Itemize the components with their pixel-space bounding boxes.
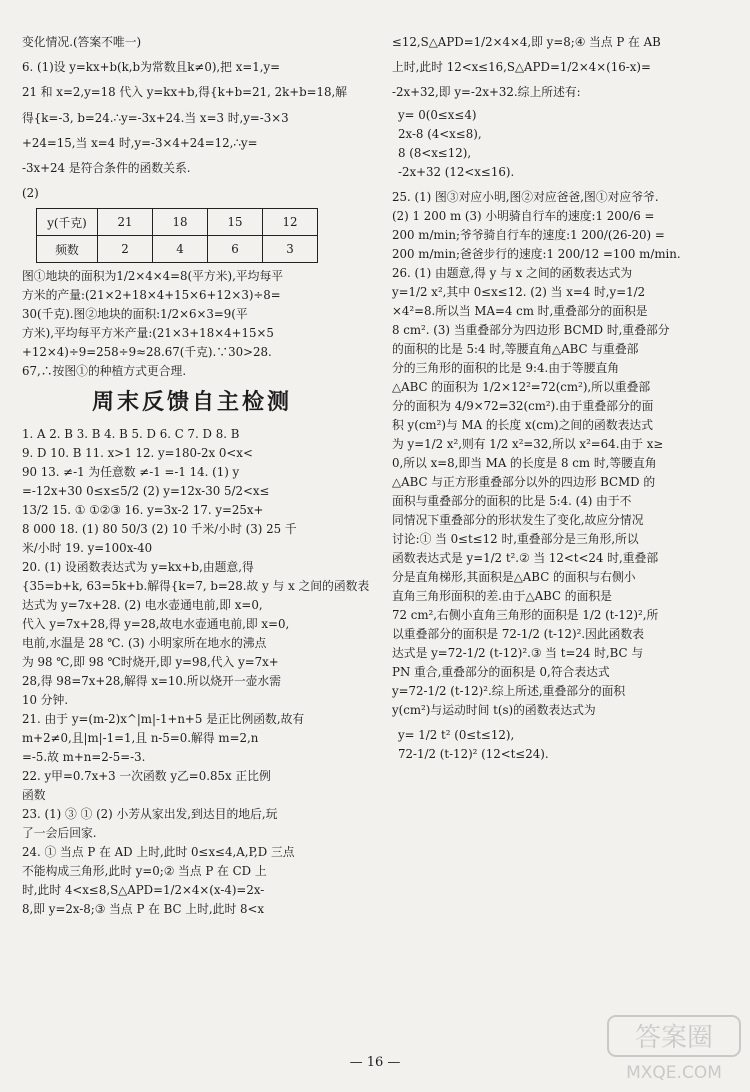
text-line: y= 0(0≤x≤4)	[398, 107, 477, 122]
text-line: 代入 y=7x+28,得 y=28,故电水壶通电前,即 x=0,	[22, 617, 290, 632]
text-line: 同情况下重叠部分的形状发生了变化,故应分情况	[392, 512, 644, 527]
text-line: 8 000 18. (1) 80 50/3 (2) 10 千米/小时 (3) 25 千	[22, 522, 297, 537]
text-line: 了一会后回家.	[22, 826, 97, 841]
table-cell: 18	[153, 209, 208, 236]
text-line: 0,所以 x=8,即当 MA 的长度是 8 cm 时,等腰直角	[392, 455, 657, 470]
text-line: 面积与重叠部分的面积的比是 5:4. (4) 由于不	[392, 493, 632, 508]
table-cell: 15	[208, 209, 263, 236]
text-line: y(cm²)与运动时间 t(s)的函数表达式为	[392, 702, 596, 717]
text-line: 72-1/2 (t-12)² (12<t≤24).	[398, 746, 549, 761]
text-line: 13/2 15. ① ①②③ 16. y=3x-2 17. y=25x+	[22, 503, 264, 518]
text-line: 28,得 98=7x+28,解得 x=10.所以烧开一壶水需	[22, 674, 282, 689]
table-cell: 6	[208, 236, 263, 263]
text-line: PN 重合,重叠部分的面积是 0,符合表达式	[392, 664, 610, 679]
text-line: 20. (1) 设函数表达式为 y=kx+b,由题意,得	[22, 560, 254, 575]
text-line: 8 (8<x≤12),	[398, 145, 472, 160]
area-paragraph	[22, 267, 362, 381]
answer-paragraphs	[392, 188, 737, 720]
text-line: 电前,水温是 28 ℃. (3) 小明家所在地水的沸点	[22, 636, 267, 651]
text-line: 函数	[22, 788, 46, 803]
text-line: △ABC 与正方形重叠部分以外的四边形 BCMD 的	[392, 474, 656, 489]
text-line: 分的面积为 4/9×72=32(cm²).由于重叠部分的面	[392, 398, 654, 413]
text-line: +12×4)÷9=258÷9≈28.67(千克).∵30>28.	[22, 345, 272, 360]
text-line: 24. ① 当点 P 在 AD 上时,此时 0≤x≤4,A,P,D 三点	[22, 845, 295, 860]
text-line: 分的三角形的面积的比是 9:4.由于等腰直角	[392, 360, 620, 375]
text-line: ≤12,S△APD=1/2×4×4,即 y=8;④ 当点 P 在 AB	[392, 35, 661, 49]
answers-block	[22, 425, 370, 919]
text-line: 22. y甲=0.7x+3 一次函数 y乙=0.85x 正比例	[22, 769, 271, 784]
text-line: m+2≠0,且|m|-1=1,且 n-5=0.解得 m=2,n	[22, 731, 259, 746]
table-row	[37, 209, 318, 236]
text-line: 21. 由于 y=(m-2)x^|m|-1+n+5 是正比例函数,故有	[22, 712, 305, 727]
piecewise-function	[398, 106, 737, 182]
text-line: 直角三角形面积的差.由于△ABC 的面积是	[392, 588, 612, 603]
table-cell: 12	[263, 209, 318, 236]
text-line: 变化情况.(答案不唯一)	[22, 35, 142, 49]
text-line: 90 13. ≠-1 为任意数 ≠-1 =-1 14. (1) y	[22, 465, 240, 480]
text-line: 200 m/min;爸爸步行的速度:1 200/12 =100 m/min.	[392, 246, 681, 261]
text-line: y= 1/2 t² (0≤t≤12),	[398, 727, 515, 742]
section-title: 周末反馈自主检测	[91, 390, 292, 416]
text-line: 为 y=1/2 x²,则有 1/2 x²=32,所以 x²=64.由于 x≥	[392, 436, 664, 451]
text-line: y=1/2 x²,其中 0≤x≤12. (2) 当 x=4 时,y=1/2	[392, 284, 646, 299]
text-line: ×4²=8.所以当 MA=4 cm 时,重叠部分的面积是	[392, 303, 648, 318]
text-line: +24=15,当 x=4 时,y=-3×4+24=12,∴y=	[22, 135, 258, 150]
text-line: 分是直角梯形,其面积是△ABC 的面积与右侧小	[392, 569, 636, 584]
text-line: 函数表达式是 y=1/2 t².② 当 12<t<24 时,重叠部	[392, 550, 659, 565]
text-line: 21 和 x=2,y=18 代入 y=kx+b,得{k+b=21, 2k+b=18,解	[22, 85, 348, 100]
text-line: 23. (1) ③ ① (2) 小芳从家出发,到达目的地后,玩	[22, 807, 278, 822]
table-cell: 3	[263, 236, 318, 263]
watermark-subtext: MXQE.COM	[626, 1063, 722, 1083]
text-line: 30(千克).图②地块的面积:1/2×6×3=9(平	[22, 307, 248, 322]
text-line: 米/小时 19. y=100x-40	[22, 541, 153, 556]
text-line: 上时,此时 12<x≤16,S△APD=1/2×4×(16-x)=	[392, 60, 651, 75]
table-cell: 2	[98, 236, 153, 263]
watermark-text: 答案圈	[634, 1023, 714, 1053]
text-line: 积 y(cm²)与 MA 的长度 x(cm)之间的函数表达式	[392, 417, 654, 432]
text-line: 10 分钟.	[22, 693, 69, 708]
table-cell: 4	[153, 236, 208, 263]
text-line: 6. (1)设 y=kx+b(k,b为常数且k≠0),把 x=1,y=	[22, 60, 281, 75]
text-line: -3x+24 是符合条件的函数关系.	[22, 161, 191, 176]
text-line: △ABC 的面积为 1/2×12²=72(cm²),所以重叠部	[392, 379, 651, 394]
text-line: 26. (1) 由题意,得 y 与 x 之间的函数表达式为	[392, 265, 633, 280]
text-line: 200 m/min;爷爷骑自行车的速度:1 200/(26-20) =	[392, 227, 665, 242]
text-line: 72 cm²,右侧小直角三角形的面积是 1/2 (t-12)²,所	[392, 607, 659, 622]
text-line: -2x+32,即 y=-2x+32.综上所述有:	[392, 85, 581, 100]
text-line: 2x-8 (4<x≤8),	[398, 126, 482, 141]
yield-table	[36, 208, 318, 263]
right-column	[392, 30, 737, 764]
text-line: 达式是 y=72-1/2 (t-12)².③ 当 t=24 时,BC 与	[392, 645, 644, 660]
text-line: 1. A 2. B 3. B 4. B 5. D 6. C 7. D 8. B	[22, 427, 240, 442]
table-cell: 21	[98, 209, 153, 236]
text-line: 方米的产量:(21×2+18×4+15×6+12×3)÷8=	[22, 288, 281, 303]
page-number: — 16 —	[349, 1055, 401, 1070]
left-column	[22, 30, 370, 919]
text-line: {35=b+k, 63=5k+b.解得{k=7, b=28.故 y 与 x 之间的函数表	[22, 579, 370, 594]
table-header-cell: y(千克)	[37, 209, 98, 236]
text-line: 达式为 y=7x+28. (2) 电水壶通电前,即 x=0,	[22, 598, 263, 613]
text-line: 的面积的比是 5:4 时,等腰直角△ABC 与重叠部	[392, 341, 639, 356]
text-line: (2) 1 200 m (3) 小明骑自行车的速度:1 200/6 =	[392, 208, 655, 223]
text-line: =-5.故 m+n=2-5=-3.	[22, 750, 146, 765]
text-line: 67,∴按图①的种植方式更合理.	[22, 364, 187, 379]
text-line: y=72-1/2 (t-12)².综上所述,重叠部分的面积	[392, 683, 626, 698]
text-line: 8 cm². (3) 当重叠部分为四边形 BCMD 时,重叠部分	[392, 322, 670, 337]
text-line: (2)	[22, 186, 39, 201]
text-line: -2x+32 (12<x≤16).	[398, 164, 515, 179]
text-line: 以重叠部分的面积是 72-1/2 (t-12)².因此函数表	[392, 626, 645, 641]
text-line: 不能构成三角形,此时 y=0;② 当点 P 在 CD 上	[22, 864, 267, 879]
text-line: 得{k=-3, b=24.∴y=-3x+24.当 x=3 时,y=-3×3	[22, 110, 289, 125]
text-line: 讨论:① 当 0≤t≤12 时,重叠部分是三角形,所以	[392, 531, 639, 546]
text-line: 8,即 y=2x-8;③ 当点 P 在 BC 上时,此时 8<x	[22, 902, 265, 917]
text-line: =-12x+30 0≤x≤5/2 (2) y=12x-30 5/2<x≤	[22, 484, 270, 499]
table-row	[37, 236, 318, 263]
table-header-cell: 频数	[37, 236, 98, 263]
text-line: 图①地块的面积为1/2×4×4=8(平方米),平均每平	[22, 269, 284, 284]
text-line: 9. D 10. B 11. x>1 12. y=180-2x 0<x<	[22, 446, 253, 461]
watermark-logo	[606, 1014, 742, 1086]
text-line: 方米),平均每平方米产量:(21×3+18×4+15×5	[22, 326, 274, 341]
text-line: 时,此时 4<x≤8,S△APD=1/2×4×(x-4)=2x-	[22, 883, 265, 898]
text-line: 25. (1) 图③对应小明,图②对应爸爸,图①对应爷爷.	[392, 189, 659, 204]
piecewise-function	[398, 726, 737, 764]
text-line: 为 98 ℃,即 98 ℃时烧开,即 y=98,代入 y=7x+	[22, 655, 279, 670]
